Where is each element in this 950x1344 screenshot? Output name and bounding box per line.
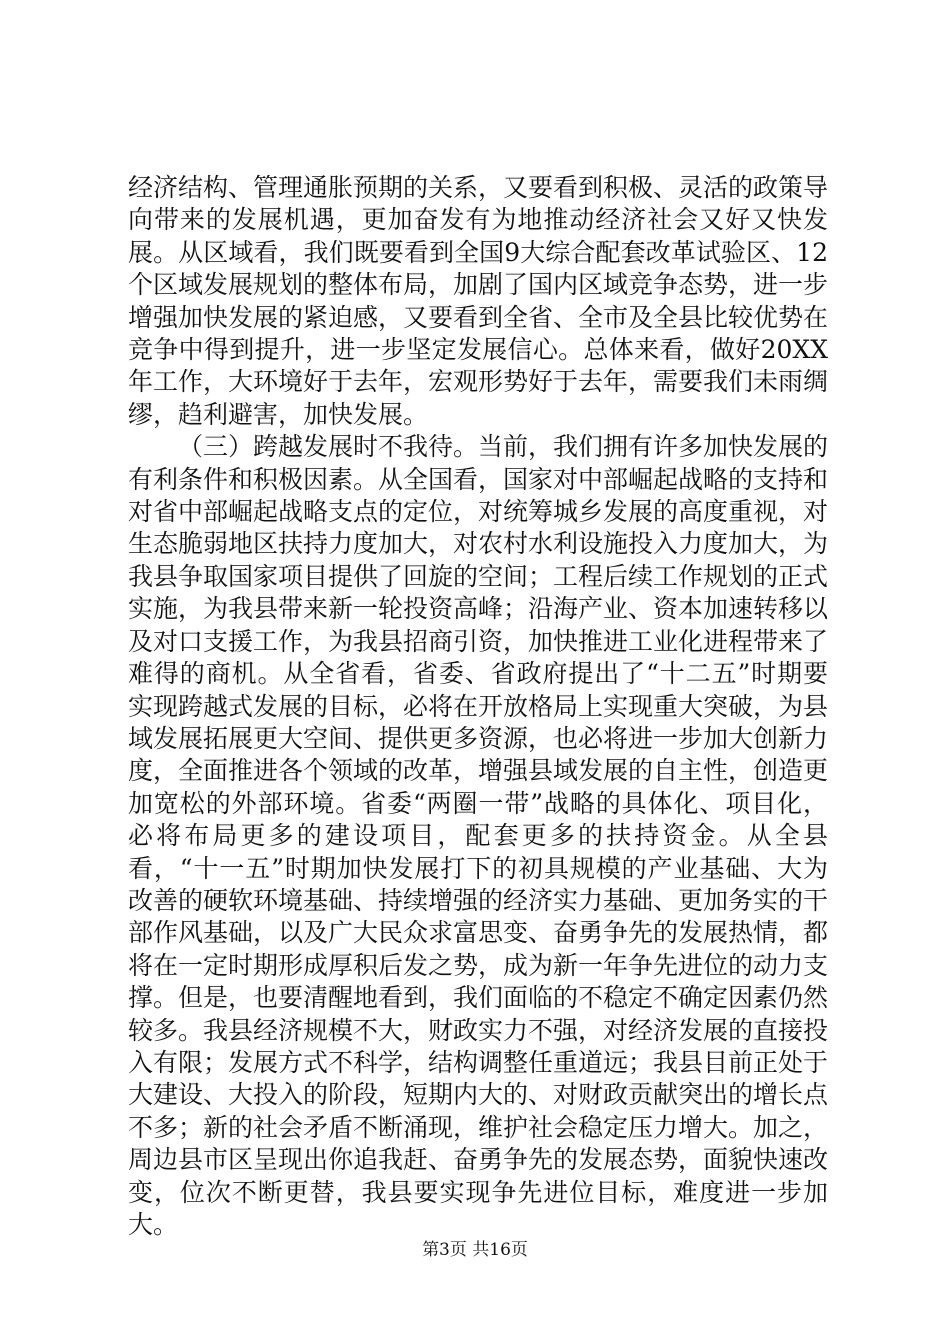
paragraph-section-three: （三）跨越发展时不我待。当前，我们拥有许多加快发展的有利条件和积极因素。从全国看，国家对中部崛起战略的支持和对省中部崛起战略支点的定位，对统筹城乡发展的高度重视，对生态脆弱地区扶持力度加大，对农村水利设施投入力度加大，为我县争取国家项目提供了回旋的空间；工程后续工作规划的正式实施，为我县带来新一轮投资高峰；沿海产业、资本加速转移以及对口支援工作，为我县招商引资，加快推进工业化进程带来了难得的商机。从全省看，省委、省政府提出了“十二五”时期要实现跨越式发展的目标，必将在开放格局上实现重大突破，为县域发展拓展更大空间、提供更多资源，也必将进一步加大创新力度，全面推进各个领域的改革，增强县域发展的自主性，创造更加宽松的外部环境。省委“两圈一带”战略的具体化、项目化，必将布局更多的建设项目，配套更多的扶持资金。从全县看，“十一五”时期加快发展打下的初具规模的产业基础、大为改善的硬软环境基础、持续增强的经济实力基础、更加务实的干部作风基础，以及广大民众求富思变、奋勇争先的发展热情，都将在一定时期形成厚积后发之势，成为新一年争先进位的动力支撑。但是，也要清醒地看到，我们面临的不稳定不确定因素仍然较多。我县经济规模不大，财政实力不强，对经济发展的直接投入有限；发展方式不科学，结构调整任重道远；我县目前正处于大建设、大投入的阶段，短期内大的、对财政贡献突出的增长点不多；新的社会矛盾不断涌现，维护社会稳定压力增大。加之，周边县市区呈现出你追我赶、奋勇争先的发展态势，面貌快速改变，位次不断更替，我县要实现争先进位目标，难度进一步加大。: [128, 432, 829, 1239]
page-number-footer: 第3页 共16页: [422, 1240, 528, 1260]
paragraph-continuation: 经济结构、管理通胀预期的关系，又要看到积极、灵活的政策导向带来的发展机遇，更加奋发有为地推动经济社会又好又快发展。从区域看，我们既要看到全国9大综合配套改革试验区、12个区域发展规划的整体布局，加剧了国内区域竞争态势，进一步增强加快发展的紧迫感，又要看到全省、全市及全县比较优势在竞争中得到提升，进一步坚定发展信心。总体来看，做好20XX年工作，大环境好于去年，宏观形势好于去年，需要我们未雨绸缪，趋利避害，加快发展。: [128, 173, 829, 429]
document-body: [128, 172, 828, 1241]
